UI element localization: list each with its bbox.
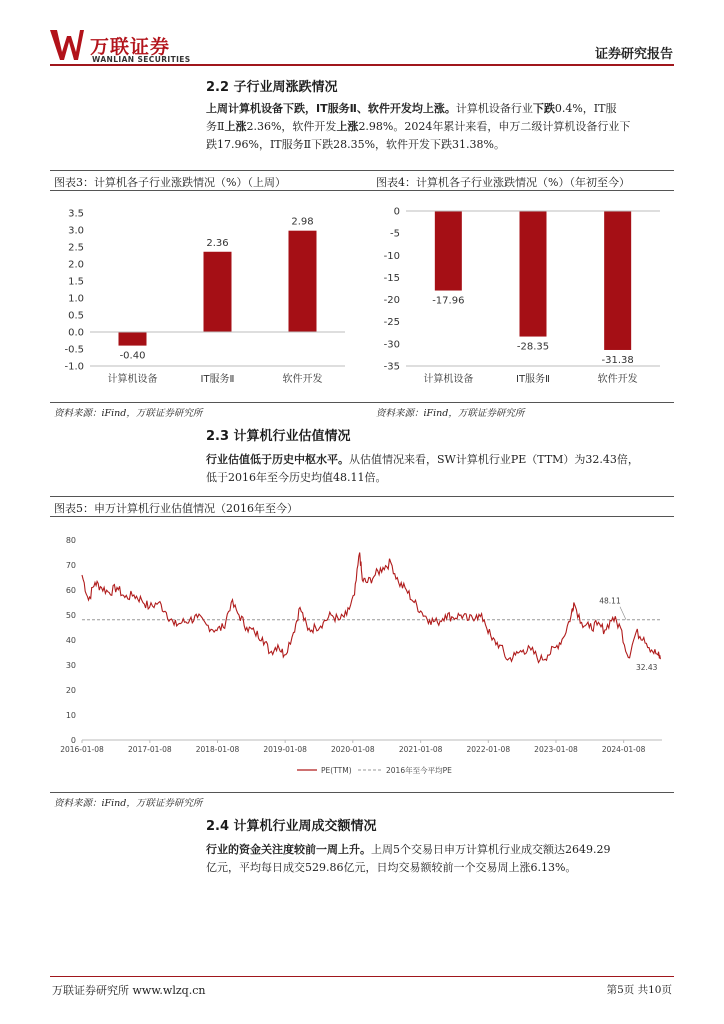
data-label: -17.96 xyxy=(432,295,465,307)
figure5-line-chart xyxy=(50,528,674,786)
y-tick-label: 60 xyxy=(65,586,76,595)
figure3-source: 资料来源：iFind，万联证券研究所 xyxy=(54,408,203,419)
x-tick-label: 2022-01-08 xyxy=(466,745,511,754)
x-tick-label: 2018-01-08 xyxy=(195,745,240,754)
data-label: -31.38 xyxy=(601,354,634,366)
x-tick-label: 2017-01-08 xyxy=(128,745,172,754)
bar-3 xyxy=(604,211,631,350)
y-tick-label: 0.0 xyxy=(68,327,84,339)
y-tick-label: 40 xyxy=(65,636,76,645)
y-tick-label: -25 xyxy=(383,317,400,329)
category-label: IT服务Ⅱ xyxy=(516,374,550,385)
figure5-caption-rule xyxy=(50,516,674,517)
y-tick-label: 80 xyxy=(65,536,76,545)
data-label: -28.35 xyxy=(516,341,550,353)
figure5-bottom-rule xyxy=(50,792,674,793)
paragraph-2-2: 上周计算机设备下跌，IT服务Ⅱ、软件开发均上涨。计算机设备行业下跌0.4%，IT服 务Ⅱ上涨2.36%，软件开发上涨2.98%。2024年累计来看，申万二级计算机设备行业下 跌17.96%，IT服务Ⅱ下跌28.35%，软件开发下跌31.38%。 xyxy=(206,102,631,151)
y-tick-label: 0 xyxy=(393,206,400,218)
y-tick-label: -1.0 xyxy=(64,361,84,373)
y-tick-label: 0.5 xyxy=(68,310,84,322)
figure3-bar-chart xyxy=(50,196,360,396)
figure4-bar-chart xyxy=(372,196,674,396)
y-tick-label: 3.5 xyxy=(68,208,84,220)
bar-1 xyxy=(119,332,147,346)
bar-3 xyxy=(289,231,317,332)
section-title-2-3: 2.3 计算机行业估值情况 xyxy=(206,429,351,444)
y-tick-label: 50 xyxy=(65,611,76,620)
y-tick-label: 70 xyxy=(65,561,76,570)
x-tick-label: 2019-01-08 xyxy=(263,745,307,754)
y-tick-label: -10 xyxy=(383,250,400,262)
header-rule xyxy=(50,64,674,66)
data-label: -0.40 xyxy=(119,350,146,362)
y-tick-label: 2.5 xyxy=(68,242,84,254)
category-label: 软件开发 xyxy=(597,374,638,385)
y-tick-label: 10 xyxy=(65,711,76,720)
section-title-2-2: 2.2 子行业周涨跌情况 xyxy=(206,80,338,95)
paragraph-2-3: 行业估值低于历史中枢水平。从估值情况来看，SW计算机行业PE（TTM）为32.43倍， 低于2016年至今历史均值48.11倍。 xyxy=(206,453,639,484)
figure5-caption: 图表5：申万计算机行业估值情况（2016年至今） xyxy=(54,502,298,515)
category-label: 软件开发 xyxy=(282,374,323,385)
figure-caption-rule xyxy=(50,190,674,191)
bar-1 xyxy=(435,211,462,291)
x-tick-label: 2016-01-08 xyxy=(60,745,104,754)
figure4-source: 资料来源：iFind，万联证券研究所 xyxy=(376,408,525,419)
y-tick-label: -35 xyxy=(383,361,400,373)
annotation-leader xyxy=(620,607,626,620)
footer-page-number: 第5页 共10页 xyxy=(606,984,672,996)
category-label: 计算机设备 xyxy=(423,374,474,385)
y-tick-label: -5 xyxy=(390,228,400,240)
y-tick-label: 0 xyxy=(70,736,76,745)
y-tick-label: 1.5 xyxy=(68,276,84,288)
paragraph-2-4: 行业的资金关注度较前一周上升。上周5个交易日申万计算机行业成交额达2649.29 亿元，平均每日成交529.86亿元，日均交易额较前一个交易周上涨6.13%。 xyxy=(206,843,611,874)
y-tick-label: 20 xyxy=(65,686,76,695)
figure5-top-rule xyxy=(50,496,674,497)
document-type: 证券研究报告 xyxy=(594,47,673,62)
y-tick-label: -20 xyxy=(383,295,400,307)
data-label: 2.36 xyxy=(206,237,229,249)
footer-org: 万联证券研究所 www.wlzq.cn xyxy=(52,984,206,997)
logo-text-cn: 万联证券 xyxy=(90,36,171,58)
figure-top-rule xyxy=(50,170,674,171)
section-title-2-4: 2.4 计算机行业周成交额情况 xyxy=(206,819,377,834)
para-bold: 上周计算机设备下跌，IT服务Ⅱ、软件开发均上涨。 xyxy=(206,102,456,115)
figure3-caption: 图表3：计算机各子行业涨跌情况（%）（上周） xyxy=(54,176,286,189)
figure5-source: 资料来源：iFind，万联证券研究所 xyxy=(54,798,203,809)
figure4-caption: 图表4：计算机各子行业涨跌情况（%）（年初至今） xyxy=(376,176,630,189)
annotation-mean: 48.11 xyxy=(599,596,621,606)
category-label: IT服务Ⅱ xyxy=(200,374,235,385)
pe-ttm-line xyxy=(82,553,661,663)
x-tick-label: 2024-01-08 xyxy=(601,745,646,754)
y-tick-label: -0.5 xyxy=(64,344,84,356)
footer-rule xyxy=(50,976,674,977)
logo-text-en: WANLIAN SECURITIES xyxy=(92,55,191,64)
y-tick-label: -15 xyxy=(383,272,400,284)
category-label: 计算机设备 xyxy=(107,374,158,385)
y-tick-label: 1.0 xyxy=(68,293,84,305)
y-tick-label: 2.0 xyxy=(68,259,84,271)
legend-label-pe: PE(TTM) xyxy=(321,766,352,775)
bar-2 xyxy=(520,211,547,337)
x-tick-label: 2021-01-08 xyxy=(398,745,443,754)
wanlian-logo-mark xyxy=(50,30,84,60)
y-tick-label: -30 xyxy=(383,339,400,351)
figure-bottom-rule xyxy=(50,402,674,403)
bar-2 xyxy=(204,252,232,332)
y-tick-label: 3.0 xyxy=(68,225,84,237)
annotation-latest: 32.43 xyxy=(635,662,658,672)
data-label: 2.98 xyxy=(291,216,314,228)
x-tick-label: 2020-01-08 xyxy=(331,745,375,754)
legend-label-mean: 2016年至今平均PE xyxy=(386,766,452,775)
x-tick-label: 2023-01-08 xyxy=(534,745,578,754)
y-tick-label: 30 xyxy=(65,661,76,670)
